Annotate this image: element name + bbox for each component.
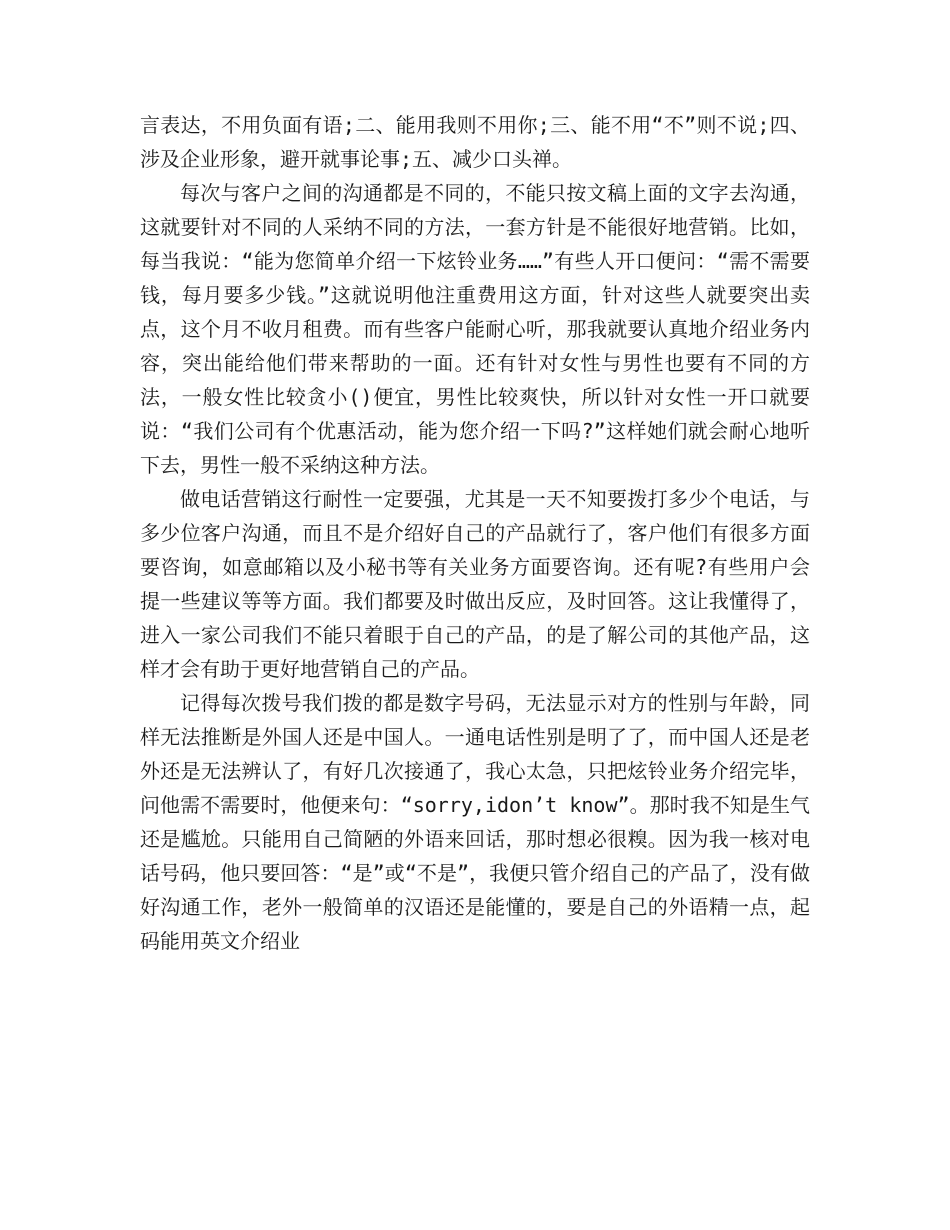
paragraph-2: 每次与客户之间的沟通都是不同的，不能只按文稿上面的文字去沟通，这就要针对不同的人采纳不同的方法，一套方针是不能很好地营销。比如，每当我说：“能为您简单介绍一下炫铃业务……”有些人开口便问：“需不需要钱，每月要多少钱。”这就说明他注重费用这方面，针对这些人就要突出卖点，这个月不收月租费。而有些客户能耐心听，那我就要认真地介绍业务内容，突出能给他们带来帮助的一面。还有针对女性与男性也要有不同的方法，一般女性比较贪小()便宜，男性比较爽快，所以针对女性一开口就要说：“我们公司有个优惠活动，能为您介绍一下吗?”这样她们就会耐心地听下去，男性一般不采纳这种方法。 <box>140 181 810 477</box>
paragraph-1: 言表达，不用负面有语;二、能用我则不用你;三、能不用“不”则不说;四、涉及企业形象，避开就事论事;五、减少口头禅。 <box>140 113 810 171</box>
document-page <box>140 108 810 958</box>
paragraph-4: 记得每次拨号我们拨的都是数字号码，无法显示对方的性别与年龄，同样无法推断是外国人还是中国人。一通电话性别是明了了，而中国人还是老外还是无法辨认了，有好几次接通了，我心太急，只把炫铃业务介绍完毕，问他需不需要时，他便来句：“sorry,idon’t know”。那时我不知是生气还是尴尬。只能用自己简陋的外语来回话，那时想必很糗。因为我一核对电话号码，他只要回答：“是”或“不是”，我便只管介绍自己的产品了，没有做好沟通工作，老外一般简单的汉语还是能懂的，要是自己的外语精一点，起码能用英文介绍业 <box>140 691 810 953</box>
paragraph-3: 做电话营销这行耐性一定要强，尤其是一天不知要拨打多少个电话，与多少位客户沟通，而且不是介绍好自己的产品就行了，客户他们有很多方面要咨询，如意邮箱以及小秘书等有关业务方面要咨询。还有呢?有些用户会提一些建议等等方面。我们都要及时做出反应，及时回答。这让我懂得了，进入一家公司我们不能只着眼于自己的产品，的是了解公司的其他产品，这样才会有助于更好地营销自己的产品。 <box>140 487 810 681</box>
